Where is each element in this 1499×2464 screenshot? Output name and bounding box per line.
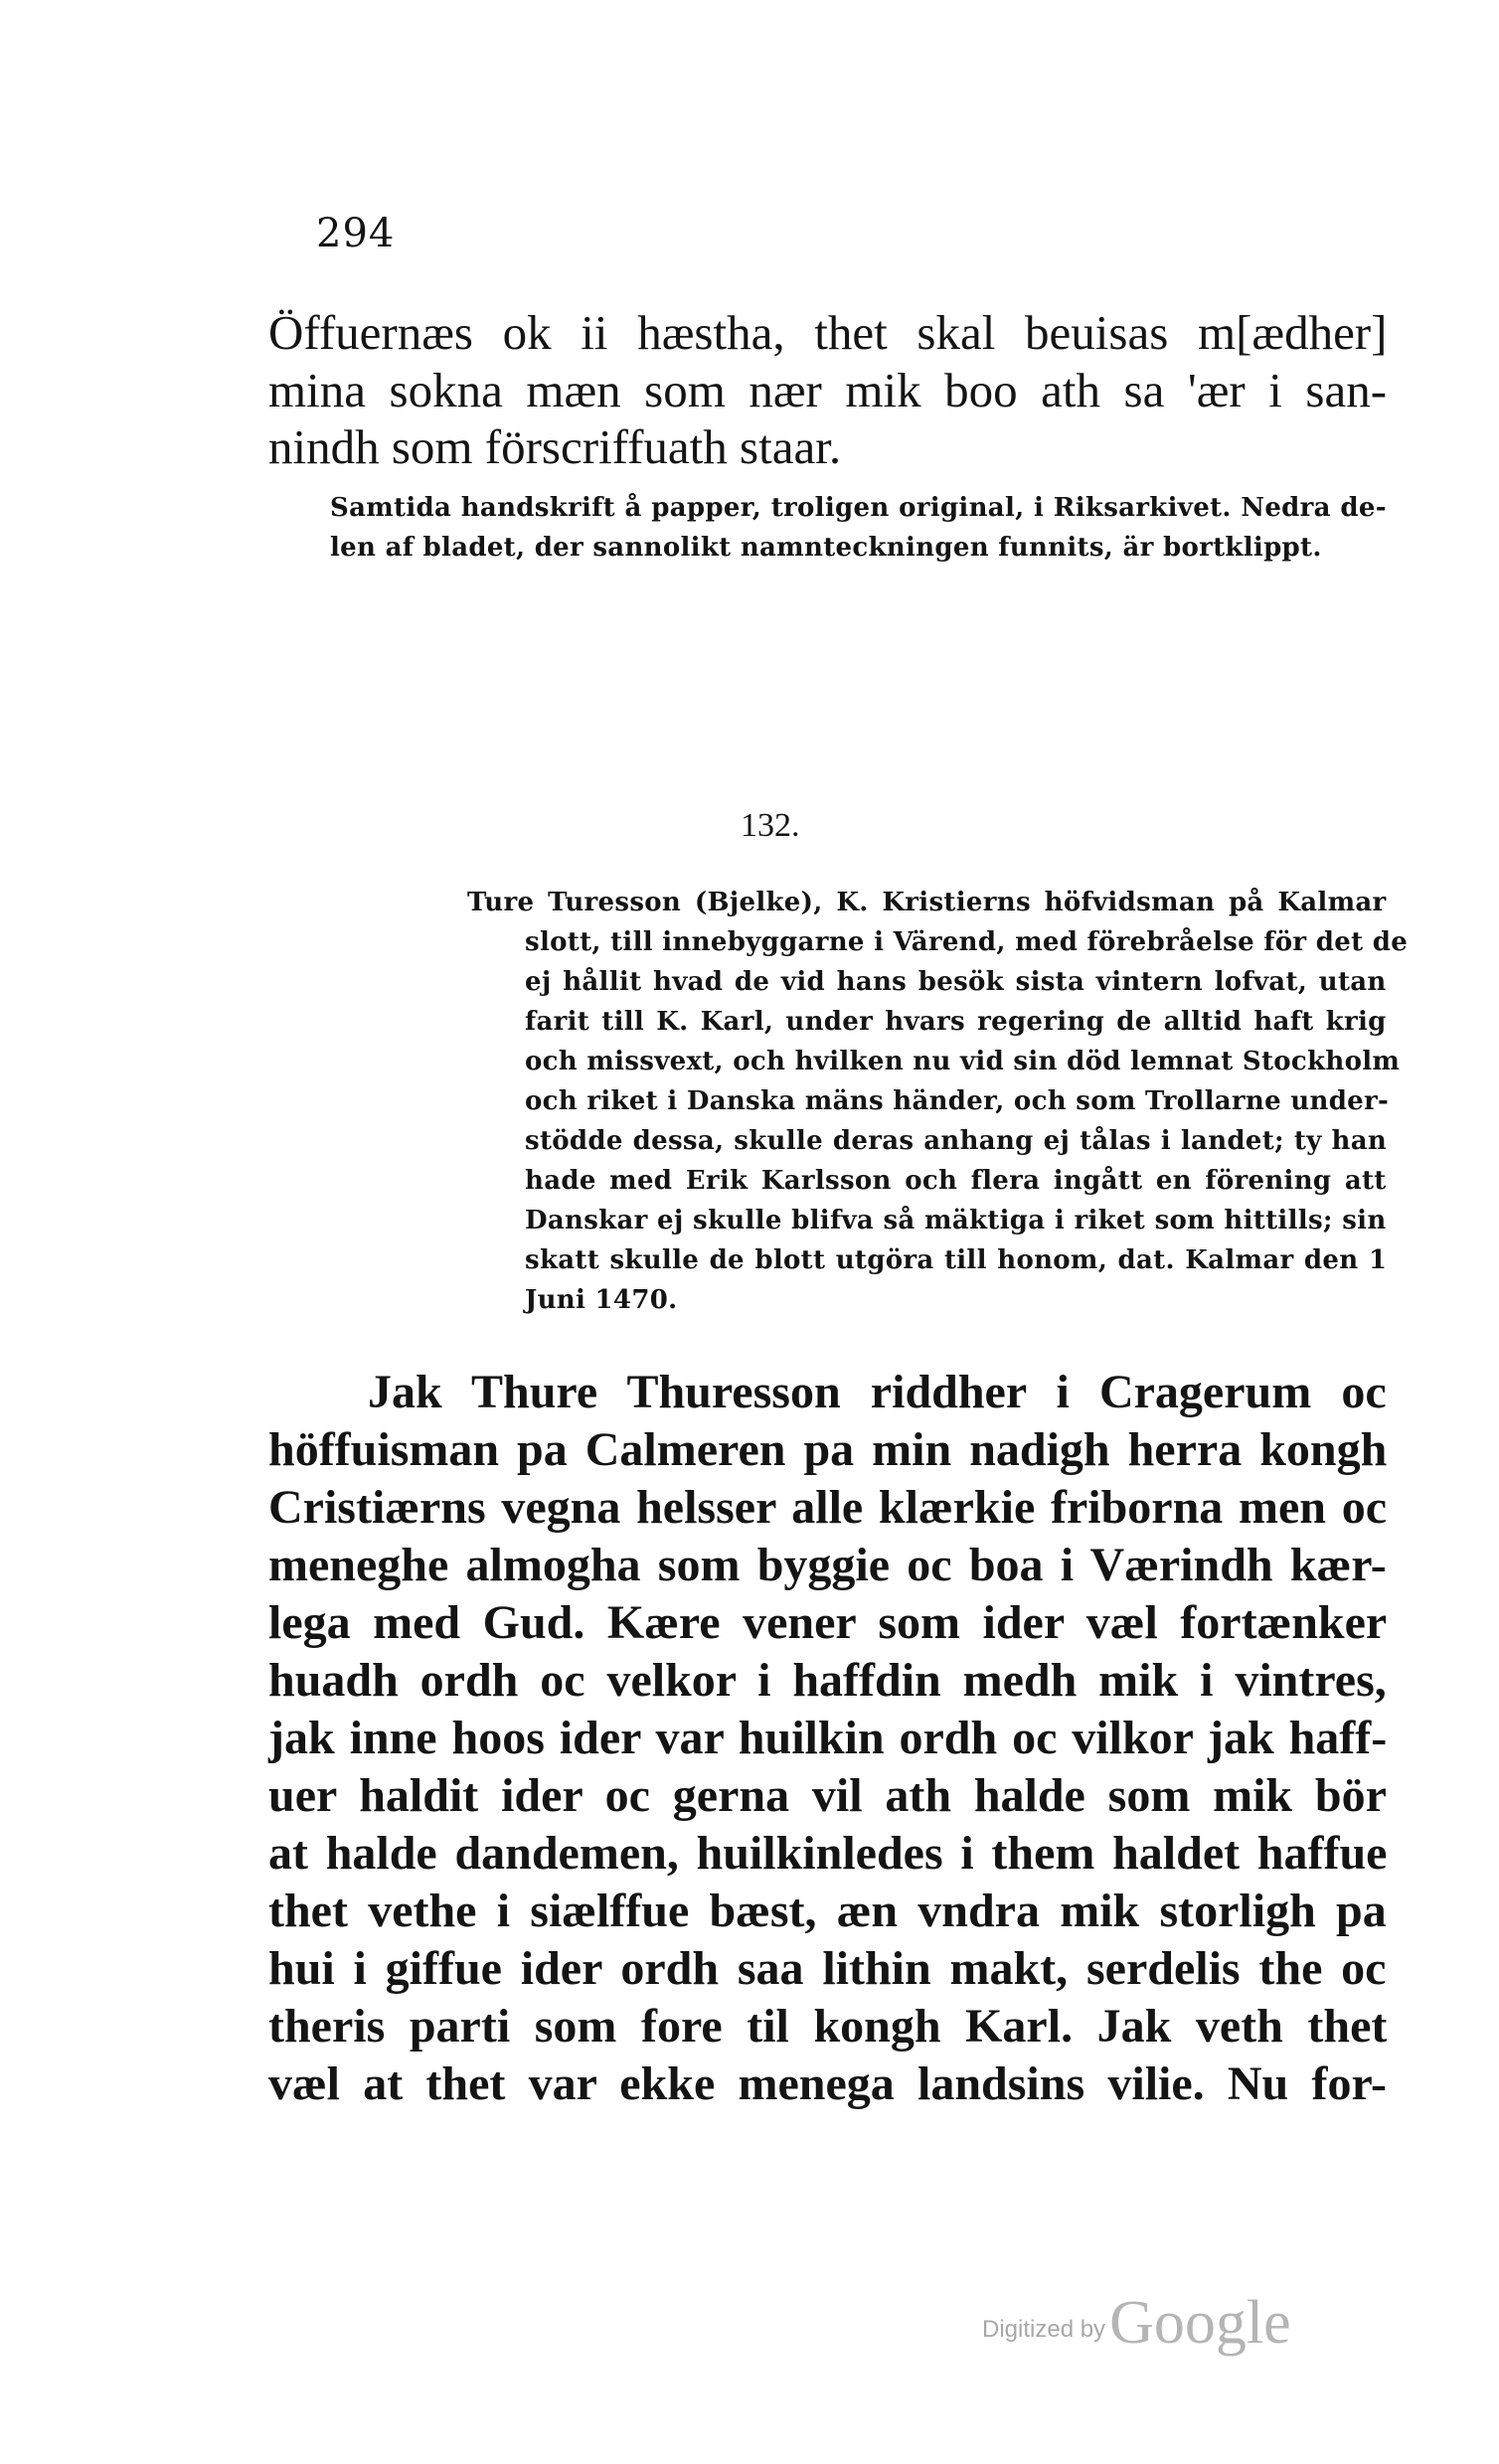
digitized-by-watermark xyxy=(982,2288,1291,2359)
watermark-prefix: Digitized by xyxy=(982,2316,1106,2343)
google-logo: Google xyxy=(1109,2289,1291,2357)
summary-line: farit till K. Karl, under hvars regering de alltid haft krig xyxy=(525,1007,1387,1037)
letter-line: at halde dandemen, huilkinledes i them haldet haffue xyxy=(268,1827,1388,1880)
summary-line: Ture Turesson (Bjelke), K. Kristierns höfvidsman på Kalmar xyxy=(467,888,1387,917)
document-number: 132. xyxy=(741,807,800,844)
letter-line: huadh ordh oc velkor i haffdin medh mik i vintres, xyxy=(268,1654,1387,1707)
note-line: len af bladet, der sannolikt namnteckningen funnits, är bortklippt. xyxy=(330,533,1322,563)
summary-line: slott, till innebyggarne i Värend, med förebråelse för det de xyxy=(525,927,1409,957)
letter-line: theris parti som fore til kongh Karl. Jak veth thet xyxy=(268,2000,1388,2053)
summary-line: och missvext, och hvilken nu vid sin död lemnat Stockholm xyxy=(525,1047,1401,1076)
letter-line: uer haldit ider oc gerna vil ath halde som mik bör xyxy=(268,1769,1387,1822)
summary-line: ej hållit hvad de vid hans besök sista vintern lofvat, utan xyxy=(525,967,1387,997)
text-line: Öffuernæs ok ii hæstha, thet skal beuisas m[ædher] xyxy=(268,305,1388,360)
text-line: nindh som förscriffuath staar. xyxy=(268,419,842,474)
letter-line: lega med Gud. Kære vener som ider væl fortænker xyxy=(268,1596,1388,1649)
text-line: mina sokna mæn som nær mik boo ath sa 'ær i san- xyxy=(268,363,1388,417)
note-line: Samtida handskrift å papper, troligen original, i Riksarkivet. Nedra de- xyxy=(330,493,1387,523)
summary-line: hade med Erik Karlsson och flera ingått en förening att xyxy=(525,1166,1387,1196)
letter-line: hui i giffue ider ordh saa lithin makt, serdelis the oc xyxy=(268,1942,1387,1995)
page-number: 294 xyxy=(316,211,396,256)
letter-line: Cristiærns vegna helsser alle klærkie friborna men oc xyxy=(268,1481,1388,1534)
letter-line: thet vethe i siælffue bæst, æn vndra mik storligh pa xyxy=(268,1885,1387,1937)
summary-line: och riket i Danska mäns händer, och som Trollarne under- xyxy=(525,1086,1390,1116)
letter-line: Jak Thure Thuresson riddher i Cragerum oc xyxy=(368,1366,1387,1418)
letter-line: jak inne hoos ider var huilkin ordh oc vilkor jak haff- xyxy=(268,1712,1388,1764)
summary-line: stödde dessa, skulle deras anhang ej tålas i landet; ty han xyxy=(525,1126,1388,1156)
summary-line: skatt skulle de blott utgöra till honom, dat. Kalmar den 1 xyxy=(525,1245,1388,1275)
summary-line: Danskar ej skulle blifva så mäktiga i riket som hittills; sin xyxy=(525,1206,1387,1235)
letter-line: væl at thet var ekke menega landsins vilie. Nu for- xyxy=(268,2057,1387,2110)
summary-line: Juni 1470. xyxy=(525,1285,678,1315)
letter-line: höffuisman pa Calmeren pa min nadigh herra kongh xyxy=(268,1423,1388,1476)
letter-line: meneghe almogha som byggie oc boa i Værindh kær- xyxy=(268,1539,1387,1591)
